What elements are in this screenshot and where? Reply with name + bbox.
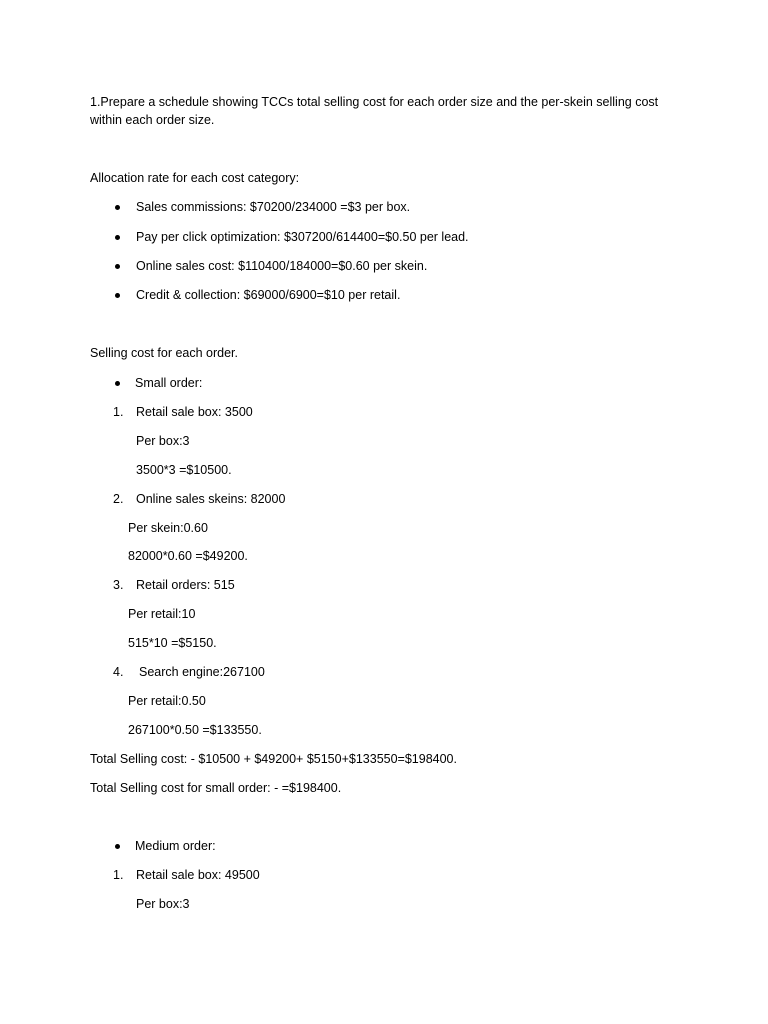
small-item-3-calc: 515*10 =$5150. bbox=[128, 636, 217, 650]
total-small-order: Total Selling cost for small order: - =$198400. bbox=[90, 781, 342, 795]
small-item-2-title: Online sales skeins: 82000 bbox=[136, 492, 286, 506]
bullet-icon bbox=[115, 381, 120, 386]
small-item-1-calc: 3500*3 =$10500. bbox=[136, 463, 232, 477]
small-item-4-calc: 267100*0.50 =$133550. bbox=[128, 723, 262, 737]
total-selling-cost: Total Selling cost: - $10500 + $49200+ $5150+$133550=$198400. bbox=[90, 752, 457, 766]
small-item-4-rate: Per retail:0.50 bbox=[128, 694, 206, 708]
allocation-item-sales-commissions: Sales commissions: $70200/234000 =$3 per box. bbox=[136, 200, 411, 214]
selling-heading: Selling cost for each order. bbox=[90, 346, 238, 360]
allocation-item-pay-per-click: Pay per click optimization: $307200/614400=$0.50 per lead. bbox=[136, 230, 469, 244]
small-item-2-calc: 82000*0.60 =$49200. bbox=[128, 549, 248, 563]
allocation-item-credit-collection: Credit & collection: $69000/6900=$10 per retail. bbox=[136, 288, 401, 302]
medium-item-1-rate: Per box:3 bbox=[136, 897, 190, 911]
small-item-3-number: 3. bbox=[113, 578, 124, 592]
small-item-1-rate: Per box:3 bbox=[136, 434, 190, 448]
small-order-label: Small order: bbox=[135, 376, 203, 390]
medium-order-label: Medium order: bbox=[135, 839, 216, 853]
small-item-2-rate: Per skein:0.60 bbox=[128, 521, 208, 535]
small-item-2-number: 2. bbox=[113, 492, 124, 506]
bullet-icon bbox=[115, 205, 120, 210]
bullet-icon bbox=[115, 293, 120, 298]
small-item-3-title: Retail orders: 515 bbox=[136, 578, 235, 592]
question-line-2: within each order size. bbox=[90, 113, 215, 127]
allocation-item-online-sales: Online sales cost: $110400/184000=$0.60 per skein. bbox=[136, 259, 428, 273]
bullet-icon bbox=[115, 844, 120, 849]
small-item-3-rate: Per retail:10 bbox=[128, 607, 196, 621]
bullet-icon bbox=[115, 264, 120, 269]
small-item-4-title: Search engine:267100 bbox=[139, 665, 265, 679]
bullet-icon bbox=[115, 235, 120, 240]
small-item-1-title: Retail sale box: 3500 bbox=[136, 405, 253, 419]
small-item-4-number: 4. bbox=[113, 665, 124, 679]
question-line-1: 1.Prepare a schedule showing TCCs total selling cost for each order size and the per-skein selling cost bbox=[90, 95, 659, 109]
allocation-heading: Allocation rate for each cost category: bbox=[90, 171, 300, 185]
medium-item-1-number: 1. bbox=[113, 868, 124, 882]
small-item-1-number: 1. bbox=[113, 405, 124, 419]
medium-item-1-title: Retail sale box: 49500 bbox=[136, 868, 260, 882]
